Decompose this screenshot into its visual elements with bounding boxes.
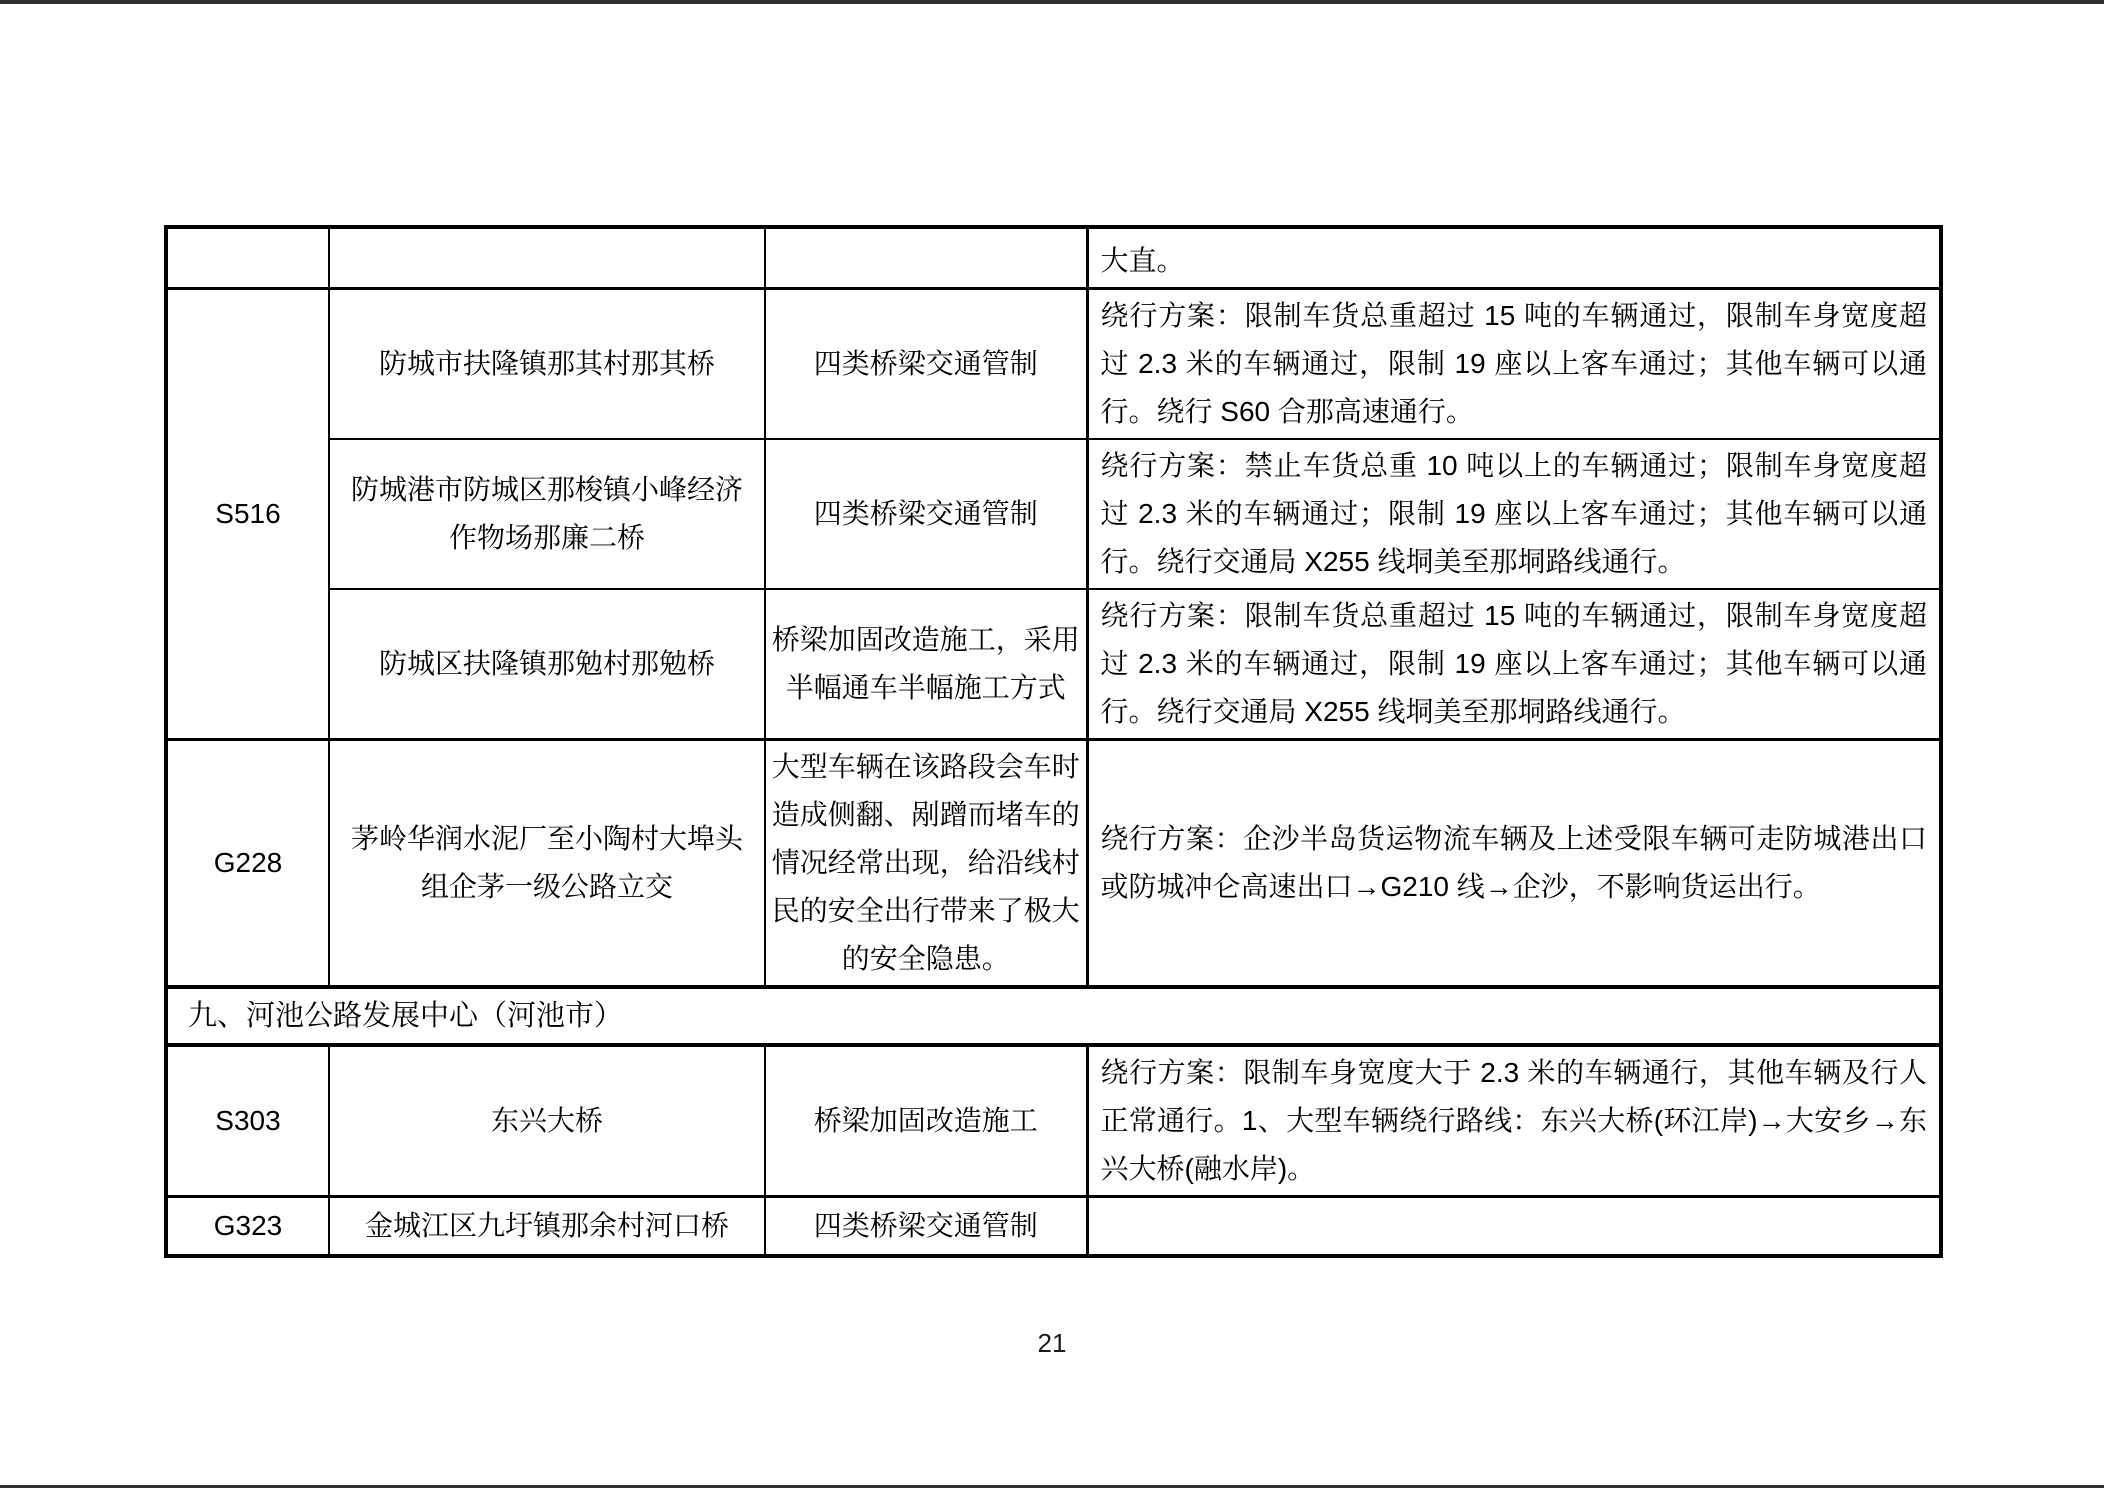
detour-cell: 绕行方案：企沙半岛货运物流车辆及上述受限车辆可走防城港出口或防城冲仑高速出口→G210 线→企沙，不影响货运出行。 xyxy=(1087,740,1941,988)
location-cell: 金城江区九圩镇那余村河口桥 xyxy=(329,1197,765,1256)
route-cell: S516 xyxy=(166,289,329,740)
table-row xyxy=(166,740,1941,988)
status-cell: 四类桥梁交通管制 xyxy=(765,289,1087,440)
status-cell: 四类桥梁交通管制 xyxy=(765,1197,1087,1256)
status-cell: 四类桥梁交通管制 xyxy=(765,439,1087,589)
detour-cell xyxy=(1087,1197,1941,1256)
status-cell: 桥梁加固改造施工，采用半幅通车半幅施工方式 xyxy=(765,589,1087,740)
location-cell xyxy=(329,227,765,289)
top-edge-bar xyxy=(0,0,2104,4)
table-row xyxy=(166,439,1941,589)
status-cell: 大型车辆在该路段会车时造成侧翻、剐蹭而堵车的情况经常出现，给沿线村民的安全出行带来了极大的安全隐患。 xyxy=(765,740,1087,988)
table-row xyxy=(166,289,1941,440)
detour-cell: 绕行方案：限制车身宽度大于 2.3 米的车辆通行，其他车辆及行人正常通行。1、大型车辆绕行路线：东兴大桥(环江岸)→大安乡→东兴大桥(融水岸)。 xyxy=(1087,1045,1941,1197)
table-row-continuation xyxy=(166,227,1941,289)
detour-cell: 绕行方案：限制车货总重超过 15 吨的车辆通过，限制车身宽度超过 2.3 米的车辆通过，限制 19 座以上客车通过；其他车辆可以通行。绕行 S60 合那高速通行。 xyxy=(1087,289,1941,440)
location-cell: 防城港市防城区那梭镇小峰经济作物场那廉二桥 xyxy=(329,439,765,589)
table-row xyxy=(166,1197,1941,1256)
location-cell: 东兴大桥 xyxy=(329,1045,765,1197)
table-row xyxy=(166,1045,1941,1197)
section-header-row xyxy=(166,987,1941,1045)
status-cell: 桥梁加固改造施工 xyxy=(765,1045,1087,1197)
detour-cell: 绕行方案：限制车货总重超过 15 吨的车辆通过，限制车身宽度超过 2.3 米的车辆通过，限制 19 座以上客车通过；其他车辆可以通行。绕行交通局 X255 线垌美至那垌路线通行。 xyxy=(1087,589,1941,740)
route-cell: S303 xyxy=(166,1045,329,1197)
route-cell: G228 xyxy=(166,740,329,988)
status-cell xyxy=(765,227,1087,289)
page-number: 21 xyxy=(1037,1328,1067,1358)
location-cell: 茅岭华润水泥厂至小陶村大埠头组企茅一级公路立交 xyxy=(329,740,765,988)
detour-cell: 大直。 xyxy=(1087,227,1941,289)
section-header-cell: 九、河池公路发展中心（河池市） xyxy=(166,987,1941,1045)
detour-cell: 绕行方案：禁止车货总重 10 吨以上的车辆通过；限制车身宽度超过 2.3 米的车辆通过；限制 19 座以上客车通过；其他车辆可以通行。绕行交通局 X255 线垌美至那垌路线通行。 xyxy=(1087,439,1941,589)
table-row xyxy=(166,589,1941,740)
route-cell xyxy=(166,227,329,289)
location-cell: 防城区扶隆镇那勉村那勉桥 xyxy=(329,589,765,740)
location-cell: 防城市扶隆镇那其村那其桥 xyxy=(329,289,765,440)
traffic-control-table xyxy=(164,225,1943,1258)
route-cell: G323 xyxy=(166,1197,329,1256)
